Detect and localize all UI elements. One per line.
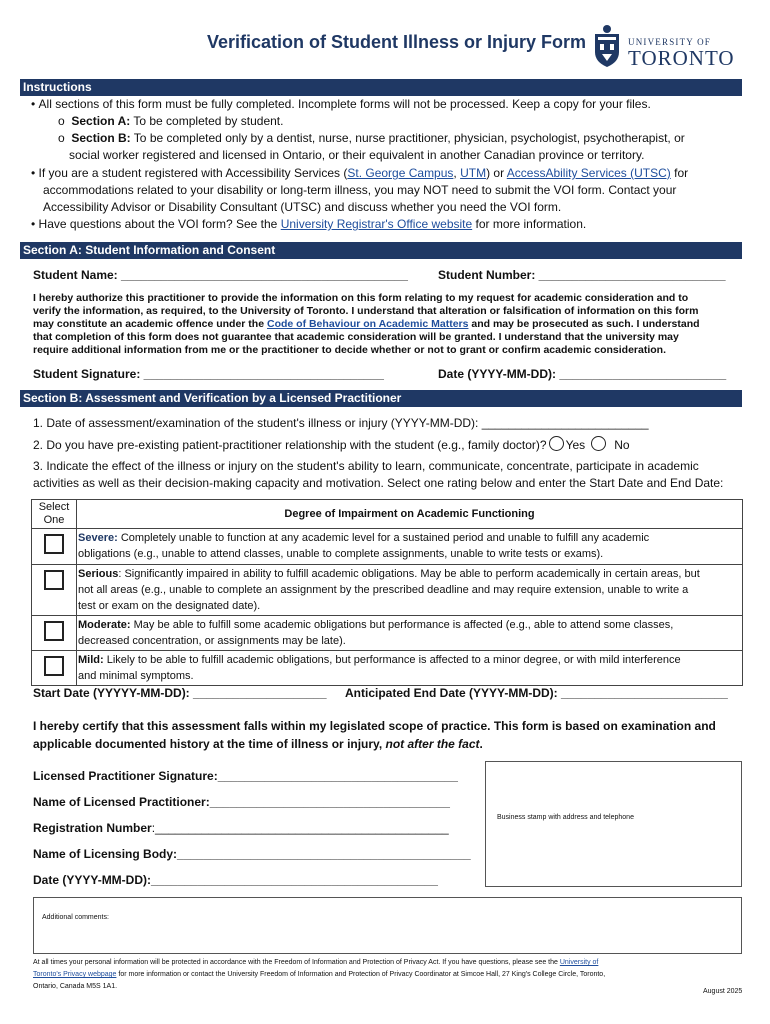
stamp-label: Business stamp with address and telephone — [497, 814, 634, 821]
relationship-question: 2. Do you have pre-existing patient-practitioner relationship with the student (e.g., family doctor)? Yes No — [33, 438, 630, 452]
consent-text: I hereby authorize this practitioner to provide the information on this form relating to my request for academic consideration and to verify the information, as required, to the University of Toronto. I understand that alteration or falsification of information on this form may constitute an academic offence under the Code of Behaviour on Academic Matters and may be prosecuted as such. I understand that completion of this form does not guarantee that academic consideration will be granted. I understand that the university may require additional information from me or the practitioner to decide whether or not to grant or confirm academic consideration. — [33, 292, 700, 356]
end-date-field[interactable]: Anticipated End Date (YYYY-MM-DD): _________________________ — [345, 686, 728, 700]
comments-label: Additional comments: — [42, 914, 109, 921]
moderate-description: Moderate: May be able to fulfill some academic obligations but performance is affected (e.g., able to attend some classes, decreased concentration, or assignments may be late). — [77, 616, 743, 651]
start-date-field[interactable]: Start Date (YYYYY-MM-DD): ____________________ — [33, 686, 327, 700]
select-one-header: Select One — [32, 500, 77, 529]
serious-checkbox[interactable] — [44, 570, 64, 590]
certify-line2: applicable documented history at the time of illness or injury, not after the fact. — [33, 737, 483, 751]
utsc-link[interactable]: AccessAbility Services (UTSC) — [506, 166, 671, 180]
section-b-heading: Section B: Assessment and Verification by a Licensed Practitioner — [20, 390, 742, 407]
code-of-behaviour-link[interactable]: Code of Behaviour on Academic Matters — [266, 318, 469, 330]
st-george-link[interactable]: St. George Campus — [347, 166, 454, 180]
serious-description: Serious: Significantly impaired in ability to fulfill academic obligations. May be able to perform academically in certain areas, but not all areas (e.g., unable to complete an assignment by the prescribed deadline and may require extension, unable to write a test or exam on the designated date). — [77, 565, 743, 616]
student-name-field[interactable]: Student Name: ___________________________________________ — [33, 268, 408, 282]
form-date: August 2025 — [703, 988, 743, 995]
severe-checkbox[interactable] — [44, 534, 64, 554]
utm-link[interactable]: UTM — [460, 166, 487, 180]
privacy-link-part2[interactable]: Toronto's Privacy webpage — [33, 971, 117, 978]
instruction-bullet-3: • Have questions about the VOI form? See the University Registrar's Office website for more information. — [31, 217, 587, 231]
moderate-checkbox-cell — [32, 616, 77, 651]
instruction-bullet-1: • All sections of this form must be fully completed. Incomplete forms will not be processed. Keep a copy for your files. — [31, 97, 651, 111]
registrar-link[interactable]: University Registrar's Office website — [280, 217, 473, 231]
crest-icon — [592, 24, 622, 68]
assessment-date-question[interactable]: 1. Date of assessment/examination of the student's illness or injury (YYYY-MM-DD): _________________________ — [33, 416, 649, 430]
business-stamp-box[interactable] — [485, 761, 742, 887]
privacy-footer-line3: Ontario, Canada M5S 1A1. — [33, 983, 118, 990]
no-radio[interactable] — [591, 436, 606, 451]
registration-number-field[interactable]: Registration Number:____________________________________________ — [33, 821, 449, 835]
privacy-footer-line1: At all times your personal information will be protected in accordance with the Freedom of Information and Protection of Privacy Act. If you have questions, please see the University of — [33, 959, 599, 966]
yes-radio[interactable] — [549, 436, 564, 451]
certify-line1: I hereby certify that this assessment falls within my legislated scope of practice. This form is based on examination and — [33, 719, 716, 733]
licensing-body-field[interactable]: Name of Licensing Body:____________________________________________ — [33, 847, 471, 861]
instruction-section-b: o Section B: To be completed only by a dentist, nurse, nurse practitioner, physician, psychologist, psychotherapist, or — [58, 131, 685, 145]
instruction-bullet-2: • If you are a student registered with Accessibility Services (St. George Campus, UTM) or AccessAbility Services (UTSC) for — [31, 166, 689, 180]
instruction-section-b-cont: social worker registered and licensed in Ontario, or their equivalent in another Canadian province or territory. — [69, 148, 645, 162]
impairment-question-line1: 3. Indicate the effect of the illness or injury on the student's ability to learn, communicate, concentrate, participate in academic — [33, 459, 699, 473]
instruction-section-a: o Section A: To be completed by student. — [58, 114, 284, 128]
instruction-bullet-2-line2: accommodations related to your disability or long-term illness, you may NOT need to submit the VOI form. Contact your — [43, 183, 677, 197]
instruction-bullet-2-line3: Accessibility Advisor or Disability Consultant (UTSC) and discuss whether you need the VOI form. — [43, 200, 562, 214]
logo-toronto: TORONTO — [628, 46, 735, 70]
impairment-question-line2: activities as well as their decision-making capacity and motivation. Select one rating below and enter the Start Date and End Date: — [33, 476, 724, 490]
privacy-link-part1[interactable]: University of — [559, 959, 599, 966]
section-a-heading: Section A: Student Information and Consent — [20, 242, 742, 259]
instructions-heading: Instructions — [20, 79, 742, 96]
practitioner-name-field[interactable]: Name of Licensed Practitioner:____________________________________ — [33, 795, 450, 809]
student-date-field[interactable]: Date (YYYY-MM-DD): _________________________ — [438, 367, 727, 381]
practitioner-signature-field[interactable]: Licensed Practitioner Signature:____________________________________ — [33, 769, 458, 783]
form-title: Verification of Student Illness or Injury Form — [207, 32, 587, 52]
mild-checkbox-cell — [32, 651, 77, 686]
mild-description: Mild: Likely to be able to fulfill academic obligations, but performance is affected to a minor degree, or with mild interference and minimal symptoms. — [77, 651, 743, 686]
impairment-table — [31, 499, 743, 686]
additional-comments-box[interactable] — [33, 897, 742, 954]
moderate-checkbox[interactable] — [44, 621, 64, 641]
severe-checkbox-cell — [32, 529, 77, 565]
university-logo — [592, 24, 735, 74]
severe-description: Severe: Completely unable to function at any academic level for a sustained period and unable to fulfill any academic obligations (e.g., unable to attend classes, unable to complete assignments, unable to write tests or exams). — [77, 529, 743, 565]
student-signature-field[interactable]: Student Signature: ____________________________________ — [33, 367, 384, 381]
practitioner-date-field[interactable]: Date (YYYY-MM-DD):___________________________________________ — [33, 873, 438, 887]
student-number-field[interactable]: Student Number: ____________________________ — [438, 268, 726, 282]
degree-header: Degree of Impairment on Academic Functioning — [77, 500, 743, 529]
serious-checkbox-cell — [32, 565, 77, 616]
mild-checkbox[interactable] — [44, 656, 64, 676]
logo-university-of: UNIVERSITY OF — [628, 37, 712, 47]
privacy-footer-line2: Toronto's Privacy webpage for more information or contact the University Freedom of Information and Protection of Privacy Coordinator at Simcoe Hall, 27 King's College Circle, Toronto, — [33, 971, 606, 978]
